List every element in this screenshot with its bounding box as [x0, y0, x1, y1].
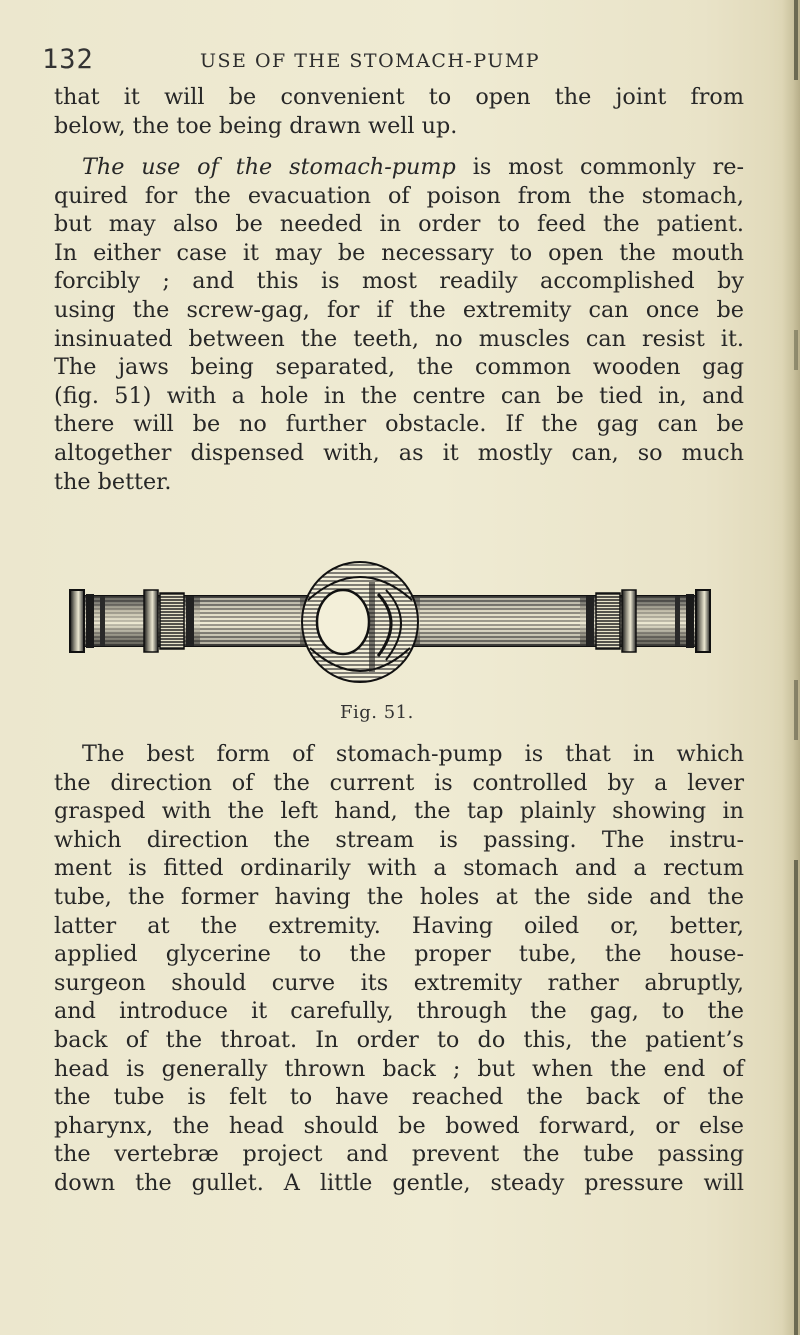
text-line: which direction the stream is passing. The instru-	[54, 826, 744, 853]
text-line: and introduce it carefully, through the gag, to the	[54, 998, 744, 1025]
paragraph-1	[54, 83, 744, 140]
text-line: head is generally thrown back ; but when the end of	[54, 1055, 744, 1082]
text-line: the tube is felt to have reached the back of the	[54, 1084, 744, 1111]
text-line: applied glycerine to the proper tube, the house-	[54, 941, 744, 968]
text-line: forcibly ; and this is most readily accomplished by	[54, 268, 744, 295]
page-number: 132	[42, 44, 94, 75]
text-line: the better.	[54, 468, 172, 495]
text-line: the vertebræ project and prevent the tube passing	[54, 1141, 744, 1168]
paragraph-2	[54, 153, 744, 496]
text-line: but may also be needed in order to feed the patient.	[54, 211, 744, 238]
text-line: below, the toe being drawn well up.	[54, 112, 458, 139]
text-fragment: is most commonly re-	[455, 154, 744, 180]
text-line: In either case it may be necessary to open the mouth	[54, 239, 744, 266]
text-line: quired for the evacuation of poison from the stomach,	[54, 182, 744, 209]
paragraph-3	[54, 740, 744, 1198]
figure-caption: Fig. 51.	[340, 702, 414, 723]
text-line: The jaws being separated, the common wooden gag	[54, 354, 744, 381]
text-line: ment is fitted ordinarily with a stomach and a rectum	[54, 855, 744, 882]
running-head: USE OF THE STOMACH-PUMP	[200, 50, 541, 72]
text-line: pharynx, the head should be bowed forward, or else	[54, 1112, 744, 1139]
text-line: tube, the former having the holes at the side and the	[54, 883, 744, 910]
text-line: there will be no further obstacle. If the gag can be	[54, 411, 744, 438]
page-edge-shadow	[782, 0, 800, 1335]
text-line: The best form of stomach-pump is that in which	[82, 741, 744, 767]
text-line: (fig. 51) with a hole in the centre can be tied in, and	[54, 382, 744, 409]
wooden-gag-illustration	[60, 560, 720, 700]
text-line: surgeon should curve its extremity rather abruptly,	[54, 969, 744, 996]
text-line: back of the throat. In order to do this, the patient’s	[54, 1026, 744, 1053]
text-line: that it will be convenient to open the joint from	[54, 84, 744, 110]
text-line: the direction of the current is controlled by a lever	[54, 769, 744, 796]
text-line: insinuated between the teeth, no muscles can resist it.	[54, 325, 744, 352]
text-line: altogether dispensed with, as it mostly can, so much	[54, 439, 744, 466]
text-line: down the gullet. A little gentle, steady pressure will	[54, 1169, 744, 1196]
text-line: grasped with the left hand, the tap plainly showing in	[54, 798, 744, 825]
text-line: latter at the extremity. Having oiled or, better,	[54, 912, 744, 939]
italic-phrase: The use of the stomach-pump	[82, 154, 456, 180]
text-line	[54, 153, 744, 182]
text-line: using the screw-gag, for if the extremity can once be	[54, 296, 744, 323]
